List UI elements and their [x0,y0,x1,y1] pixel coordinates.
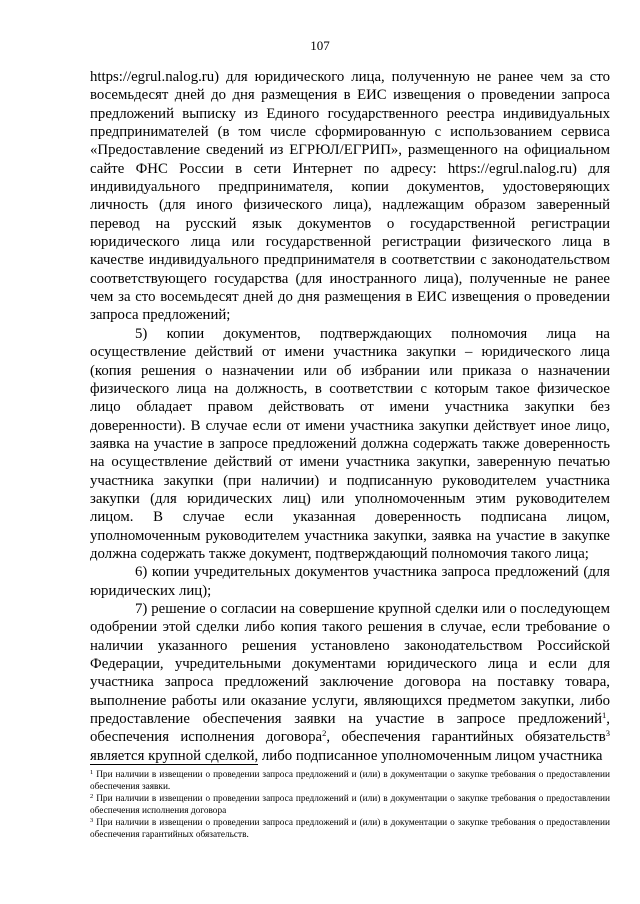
paragraph-item-7 [90,600,610,765]
footnote-reference: 2 [322,728,327,739]
paragraph-item-6 [90,563,610,600]
footnote-text: При наличии в извещении о проведении запроса предложений и (или) в документации о закупке требования о предоставлении обеспечения заявки. [90,770,610,792]
paragraph-text: 5) копии документов, подтверждающих полномочия лица на осуществление действий от имени участника закупки – юридического лица (копия решения о назначении или об избрании или приказа о назначении физического лица на должность, в соответствии с которым такое физическое лицо обладает правом действовать от имени участника закупки без доверенности). В случае если от имени участника закупки действует иное лицо, заявка на участие в запросе предложений должна содержать также доверенность на осуществление действий от имени участника закупки, заверенную печатью участника закупки (при наличии) и подписанную руководителем участника закупки (для юридических лиц) или уполномоченным этим руководителем лицом. В случае если указанная доверенность подписана лицом, уполномоченным руководителем участника закупки, заявка на участие в закупке должна содержать также документ, подтверждающий полномочия такого лица; [90,325,610,562]
footnote-reference: 3 [605,728,610,739]
footnotes [90,769,610,841]
footnote-mark: 2 [90,793,94,800]
paragraph-text: 7) решение о согласии на совершение крупной сделки или о последующем одобрении этой сделки либо копия такого решения в случае, если требование о наличии указанного решения установлено законодательством Российской Федерации, учредительными документами юридического лица и если для участника запроса предложений заключение договора на поставку товара, выполнение работы или оказание услуги, являющихся предметом закупки, либо предоставление обеспечения заявки на участие в запросе предложений [90,600,610,728]
paragraph-text: , обеспечения гарантийных обязательств [326,729,606,746]
footnote-reference: 1 [602,710,607,721]
body-text [90,68,610,765]
paragraph-text: , обеспечения исполнения договора [90,711,610,746]
footnote [90,769,610,793]
paragraph-text: https://egrul.nalog.ru) для юридического лица, полученную не ранее чем за сто восемьдесят дней до дня размещения в ЕИС извещения о проведении запроса предложений выписку из Единого государственного реестра индивидуальных предпринимателей (в том числе сформированную с использованием сервиса «Предоставление сведений из ЕГРЮЛ/ЕГРИП», размещенного на официальном сайте ФНС России в сети Интернет по адресу: https://egrul.nalog.ru) для индивидуального предпринимателя, копии документов, удостоверяющих личность (для иного физического лица), надлежащим образом заверенный перевод на русский язык документов о государственной регистрации юридического лица или государственной регистрации физического лица в качестве индивидуального предпринимателя в соответствии с законодательством соответствующего государства (для иностранного лица), полученные не ранее чем за сто восемьдесят дней до дня размещения в ЕИС извещения о проведении запроса предложений; [90,69,610,324]
footnote-text: При наличии в извещении о проведении запроса предложений и (или) в документации о закупке требования о предоставлении обеспечения исполнения договора [90,794,610,816]
footnote [90,817,610,841]
footnote-mark: 1 [90,769,94,776]
footnote-mark: 3 [90,817,94,824]
footnote [90,793,610,817]
paragraph-text: является крупной сделкой, либо подписанное уполномоченным лицом участника [90,747,603,764]
paragraph-text: 6) копии учредительных документов участника запроса предложений (для юридических лиц); [90,564,610,599]
page-number: 107 [310,38,330,53]
footnote-separator [90,764,258,765]
footnote-text: При наличии в извещении о проведении запроса предложений и (или) в документации о закупке требования о предоставлении обеспечения гарантийных обязательств. [90,818,610,840]
paragraph-item-5 [90,325,610,563]
paragraph-continuation [90,68,610,325]
